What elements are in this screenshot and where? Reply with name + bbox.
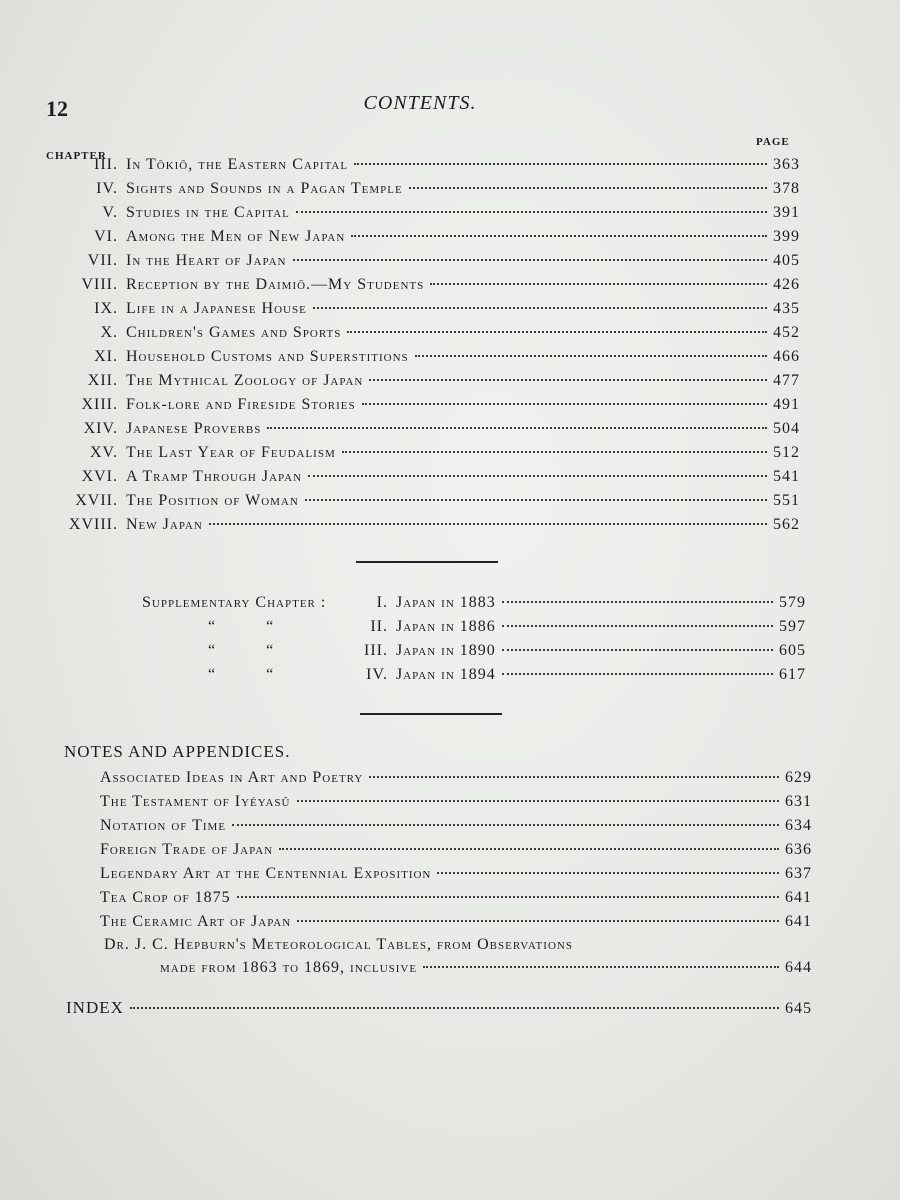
chapter-number: VIII. bbox=[81, 276, 118, 293]
notes-row bbox=[100, 912, 812, 932]
toc-chapter-row bbox=[48, 155, 800, 175]
supplementary-lead: “ “ bbox=[208, 642, 275, 659]
index-page: 645 bbox=[785, 1000, 812, 1017]
notes-row bbox=[100, 792, 812, 812]
running-head: CONTENTS. bbox=[363, 92, 477, 114]
section-divider bbox=[356, 561, 498, 563]
supplementary-page: 605 bbox=[779, 642, 806, 659]
chapter-page: 391 bbox=[773, 204, 800, 221]
note-title: Legendary Art at the Centennial Exposition bbox=[100, 865, 432, 882]
chapter-page: 551 bbox=[773, 492, 800, 509]
supplementary-row bbox=[142, 665, 806, 685]
notes-row bbox=[100, 768, 812, 788]
chapter-title: New Japan bbox=[126, 516, 203, 533]
note-page: 641 bbox=[785, 913, 812, 930]
leader-dots bbox=[369, 776, 779, 778]
toc-chapter-row bbox=[48, 179, 800, 199]
chapter-page: 541 bbox=[773, 468, 800, 485]
toc-chapter-row bbox=[48, 299, 800, 319]
chapter-page: 477 bbox=[773, 372, 800, 389]
note-page: 641 bbox=[785, 889, 812, 906]
leader-dots bbox=[209, 523, 767, 525]
leader-dots bbox=[502, 673, 773, 675]
note-page: 629 bbox=[785, 769, 812, 786]
chapter-title: A Tramp Through Japan bbox=[126, 468, 303, 485]
note-title: The Ceramic Art of Japan bbox=[100, 913, 292, 930]
chapter-title: In Tōkiō, the Eastern Capital bbox=[126, 156, 349, 173]
leader-dots bbox=[297, 920, 779, 922]
supplementary-row bbox=[142, 641, 806, 661]
index-row bbox=[66, 998, 812, 1019]
toc-chapter-row bbox=[48, 419, 800, 439]
note-page: 637 bbox=[785, 865, 812, 882]
chapter-title: Household Customs and Superstitions bbox=[126, 348, 409, 365]
leader-dots bbox=[437, 872, 779, 874]
toc-chapter-row bbox=[48, 371, 800, 391]
chapter-number: VII. bbox=[87, 252, 118, 269]
chapter-title: The Position of Woman bbox=[126, 492, 299, 509]
chapter-number: XV. bbox=[89, 444, 118, 461]
supplementary-title: Japan in 1883 bbox=[396, 594, 496, 611]
supplementary-number: I. bbox=[376, 594, 388, 611]
hepburn-title-cont: made from 1863 to 1869, inclusive bbox=[160, 959, 418, 976]
toc-chapter-row bbox=[48, 515, 800, 535]
chapter-number: XVI. bbox=[81, 468, 118, 485]
chapter-page: 452 bbox=[773, 324, 800, 341]
chapter-page: 504 bbox=[773, 420, 800, 437]
leader-dots bbox=[267, 427, 767, 429]
chapter-page: 562 bbox=[773, 516, 800, 533]
supplementary-row bbox=[142, 617, 806, 637]
toc-chapter-row bbox=[48, 251, 800, 271]
chapter-title: Reception by the Daimiō.—My Students bbox=[126, 276, 425, 293]
leader-dots bbox=[502, 649, 773, 651]
chapter-page: 512 bbox=[773, 444, 800, 461]
leader-dots bbox=[237, 896, 779, 898]
leader-dots bbox=[308, 475, 767, 477]
notes-row bbox=[100, 888, 812, 908]
chapter-page: 399 bbox=[773, 228, 800, 245]
supplementary-number: IV. bbox=[366, 666, 388, 683]
leader-dots bbox=[293, 259, 768, 261]
note-page: 634 bbox=[785, 817, 812, 834]
chapter-page: 363 bbox=[773, 156, 800, 173]
chapter-title: Sights and Sounds in a Pagan Temple bbox=[126, 180, 403, 197]
chapter-title: Life in a Japanese House bbox=[126, 300, 307, 317]
toc-chapter-row bbox=[48, 323, 800, 343]
chapter-number: XI. bbox=[94, 348, 118, 365]
leader-dots bbox=[354, 163, 767, 165]
leader-dots bbox=[305, 499, 767, 501]
page-column-heading: PAGE bbox=[756, 136, 790, 148]
supplementary-lead: “ “ bbox=[208, 666, 275, 683]
chapter-page: 405 bbox=[773, 252, 800, 269]
supplementary-title: Japan in 1886 bbox=[396, 618, 496, 635]
note-title: Tea Crop of 1875 bbox=[100, 889, 231, 906]
toc-chapter-row bbox=[48, 443, 800, 463]
chapter-page: 435 bbox=[773, 300, 800, 317]
chapter-number: VI. bbox=[94, 228, 118, 245]
chapter-title: Children's Games and Sports bbox=[126, 324, 342, 341]
chapter-page: 466 bbox=[773, 348, 800, 365]
chapter-title: Japanese Proverbs bbox=[126, 420, 262, 437]
toc-chapter-row bbox=[48, 275, 800, 295]
notes-row bbox=[100, 840, 812, 860]
leader-dots bbox=[130, 1007, 779, 1009]
leader-dots bbox=[369, 379, 767, 381]
supplementary-number: III. bbox=[364, 642, 388, 659]
supplementary-number: II. bbox=[370, 618, 388, 635]
note-page: 631 bbox=[785, 793, 812, 810]
chapter-number: XII. bbox=[87, 372, 118, 389]
supplementary-page: 597 bbox=[779, 618, 806, 635]
chapter-number: IV. bbox=[96, 180, 118, 197]
toc-chapter-row bbox=[48, 347, 800, 367]
chapter-number: XVII. bbox=[75, 492, 118, 509]
chapter-number: XIII. bbox=[81, 396, 118, 413]
leader-dots bbox=[351, 235, 767, 237]
supplementary-title: Japan in 1890 bbox=[396, 642, 496, 659]
hepburn-title-line: Dr. J. C. Hepburn's Meteorological Tables, from Observations bbox=[104, 936, 573, 953]
leader-dots bbox=[296, 211, 767, 213]
leader-dots bbox=[362, 403, 767, 405]
index-label: INDEX bbox=[66, 998, 124, 1017]
leader-dots bbox=[313, 307, 767, 309]
leader-dots bbox=[430, 283, 767, 285]
supplementary-page: 579 bbox=[779, 594, 806, 611]
chapter-title: Studies in the Capital bbox=[126, 204, 290, 221]
chapter-page: 426 bbox=[773, 276, 800, 293]
chapter-title: The Mythical Zoology of Japan bbox=[126, 372, 364, 389]
note-page: 636 bbox=[785, 841, 812, 858]
notes-row bbox=[100, 816, 812, 836]
chapter-title: Among the Men of New Japan bbox=[126, 228, 346, 245]
toc-chapter-row bbox=[48, 227, 800, 247]
toc-chapter-row bbox=[48, 203, 800, 223]
supplementary-page: 617 bbox=[779, 666, 806, 683]
leader-dots bbox=[279, 848, 779, 850]
chapter-number: III. bbox=[94, 156, 118, 173]
notes-heading: NOTES AND APPENDICES. bbox=[64, 742, 291, 761]
leader-dots bbox=[342, 451, 767, 453]
section-divider bbox=[360, 713, 502, 715]
chapter-page: 378 bbox=[773, 180, 800, 197]
leader-dots bbox=[415, 355, 767, 357]
chapter-number: X. bbox=[100, 324, 118, 341]
chapter-number: IX. bbox=[94, 300, 118, 317]
note-title: Notation of Time bbox=[100, 817, 227, 834]
note-title: The Testament of Iyéyasŭ bbox=[100, 793, 291, 810]
toc-chapter-row bbox=[48, 467, 800, 487]
supplementary-lead: Supplementary Chapter : bbox=[142, 594, 327, 611]
chapter-page: 491 bbox=[773, 396, 800, 413]
chapter-column-heading: CHAPTER bbox=[46, 150, 107, 162]
leader-dots bbox=[423, 966, 779, 968]
supplementary-row bbox=[142, 593, 806, 613]
supplementary-lead: “ “ bbox=[208, 618, 275, 635]
chapter-title: In the Heart of Japan bbox=[126, 252, 287, 269]
chapter-number: V. bbox=[102, 204, 118, 221]
chapter-number: XVIII. bbox=[68, 516, 118, 533]
note-title: Foreign Trade of Japan bbox=[100, 841, 274, 858]
chapter-title: Folk-lore and Fireside Stories bbox=[126, 396, 356, 413]
chapter-number: XIV. bbox=[83, 420, 118, 437]
page-number: 12 bbox=[46, 96, 68, 121]
notes-row bbox=[100, 864, 812, 884]
hepburn-page: 644 bbox=[785, 959, 812, 976]
leader-dots bbox=[502, 625, 773, 627]
toc-chapter-row bbox=[48, 395, 800, 415]
supplementary-title: Japan in 1894 bbox=[396, 666, 496, 683]
hepburn-row bbox=[160, 958, 812, 978]
leader-dots bbox=[232, 824, 779, 826]
leader-dots bbox=[297, 800, 780, 802]
toc-chapter-row bbox=[48, 491, 800, 511]
leader-dots bbox=[347, 331, 767, 333]
leader-dots bbox=[409, 187, 767, 189]
chapter-title: The Last Year of Feudalism bbox=[126, 444, 336, 461]
leader-dots bbox=[502, 601, 773, 603]
note-title: Associated Ideas in Art and Poetry bbox=[100, 769, 364, 786]
